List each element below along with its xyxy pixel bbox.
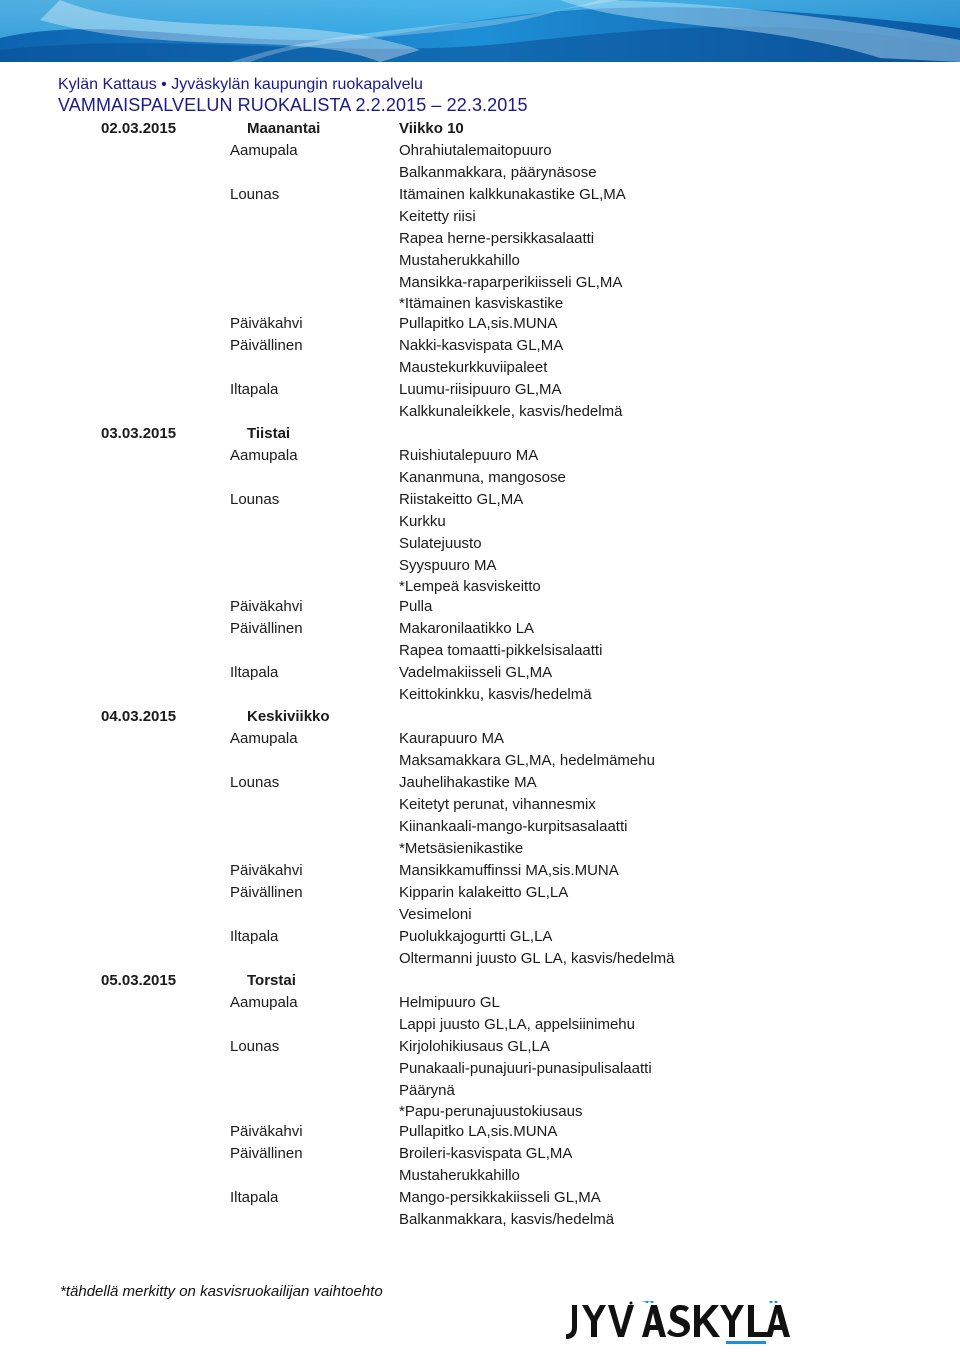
- menu-table: [0, 118, 960, 1231]
- header-banner: [0, 0, 960, 62]
- menu-row: [0, 1014, 960, 1036]
- menu-item: Oltermanni juusto GL LA, kasvis/hedelmä: [399, 950, 675, 967]
- menu-row: [0, 184, 960, 206]
- menu-row: [0, 838, 960, 860]
- menu-item: Nakki-kasvispata GL,MA: [399, 337, 564, 354]
- day-header: [0, 423, 960, 445]
- menu-row: [0, 1209, 960, 1231]
- menu-row: [0, 489, 960, 511]
- menu-row: [0, 640, 960, 662]
- meal-label: Päiväkahvi: [230, 862, 303, 879]
- menu-item: Rapea tomaatti-pikkelsisalaatti: [399, 642, 603, 659]
- menu-row: [0, 772, 960, 794]
- day-date: 04.03.2015: [101, 708, 177, 725]
- jyvaskyla-logo-icon: [566, 1301, 794, 1345]
- meal-label: Aamupala: [230, 447, 298, 464]
- meal-label: Lounas: [230, 774, 280, 791]
- menu-row: [0, 1080, 960, 1102]
- jyvaskyla-logo: [566, 1301, 794, 1350]
- meal-label: Aamupala: [230, 994, 298, 1011]
- menu-row: [0, 272, 960, 294]
- menu-item: Kalkkunaleikkele, kasvis/hedelmä: [399, 403, 623, 420]
- menu-row: [0, 882, 960, 904]
- menu-row: [0, 618, 960, 640]
- menu-row: [0, 467, 960, 489]
- day-date: 05.03.2015: [101, 972, 177, 989]
- menu-row: [0, 750, 960, 772]
- menu-row: [0, 206, 960, 228]
- meal-label: Iltapala: [230, 381, 279, 398]
- meal-label: Päivällinen: [230, 337, 303, 354]
- menu-item: Kirjolohikiusaus GL,LA: [399, 1038, 550, 1055]
- meal-label: Päiväkahvi: [230, 315, 303, 332]
- menu-row: [0, 1058, 960, 1080]
- menu-row: [0, 860, 960, 882]
- day-name: Keskiviikko: [247, 708, 330, 725]
- menu-item: Luumu-riisipuuro GL,MA: [399, 381, 562, 398]
- meal-label: Aamupala: [230, 142, 298, 159]
- menu-item: Kurkku: [399, 513, 446, 530]
- menu-item: Mansikkamuffinssi MA,sis.MUNA: [399, 862, 619, 879]
- meal-label: Lounas: [230, 1038, 280, 1055]
- menu-row: [0, 596, 960, 618]
- menu-item: Kananmuna, mangosose: [399, 469, 566, 486]
- menu-row: [0, 992, 960, 1014]
- menu-item: Sulatejuusto: [399, 535, 482, 552]
- menu-row: [0, 294, 960, 313]
- menu-row: [0, 401, 960, 423]
- menu-item: Puolukkajogurtti GL,LA: [399, 928, 553, 945]
- menu-item: Mango-persikkakiisseli GL,MA: [399, 1189, 601, 1206]
- menu-row: [0, 684, 960, 706]
- menu-item: Mustaherukkahillo: [399, 1167, 520, 1184]
- menu-row: [0, 794, 960, 816]
- meal-label: Lounas: [230, 186, 280, 203]
- page-title: VAMMAISPALVELUN RUOKALISTA 2.2.2015 – 22.3.2015: [58, 95, 528, 115]
- menu-row: [0, 1165, 960, 1187]
- menu-item: Balkanmakkara, päärynäsose: [399, 164, 597, 181]
- meal-label: Iltapala: [230, 928, 279, 945]
- menu-item: Lappi juusto GL,LA, appelsiinimehu: [399, 1016, 635, 1033]
- meal-label: Päivällinen: [230, 620, 303, 637]
- menu-item: Pullapitko LA,sis.MUNA: [399, 1123, 558, 1140]
- menu-row: [0, 511, 960, 533]
- menu-item: Jauhelihakastike MA: [399, 774, 537, 791]
- menu-item: Riistakeitto GL,MA: [399, 491, 524, 508]
- menu-row: [0, 1036, 960, 1058]
- menu-row: [0, 140, 960, 162]
- footnote: *tähdellä merkitty on kasvisruokailijan vaihtoehto: [60, 1283, 383, 1300]
- menu-item: Keitetty riisi: [399, 208, 476, 225]
- menu-row: [0, 445, 960, 467]
- day-date: 02.03.2015: [101, 120, 177, 137]
- day-name: Tiistai: [247, 425, 291, 442]
- meal-label: Iltapala: [230, 1189, 279, 1206]
- menu-item: *Papu-perunajuustokiusaus: [399, 1103, 583, 1120]
- menu-row: [0, 313, 960, 335]
- menu-item: Pullapitko LA,sis.MUNA: [399, 315, 558, 332]
- menu-item: Syyspuuro MA: [399, 557, 497, 574]
- menu-item: Ruishiutalepuuro MA: [399, 447, 539, 464]
- menu-row: [0, 662, 960, 684]
- menu-row: [0, 1187, 960, 1209]
- menu-item: Maustekurkkuviipaleet: [399, 359, 548, 376]
- menu-item: Kaurapuuro MA: [399, 730, 505, 747]
- menu-item: Vesimeloni: [399, 906, 472, 923]
- meal-label: Päivällinen: [230, 1145, 303, 1162]
- menu-item: Mansikka-raparperikiisseli GL,MA: [399, 274, 623, 291]
- menu-item: Kiinankaali-mango-kurpitsasalaatti: [399, 818, 628, 835]
- menu-row: [0, 577, 960, 596]
- menu-row: [0, 162, 960, 184]
- meal-label: Päiväkahvi: [230, 1123, 303, 1140]
- menu-item: Broileri-kasvispata GL,MA: [399, 1145, 573, 1162]
- menu-item: Makaronilaatikko LA: [399, 620, 535, 637]
- menu-item: Kipparin kalakeitto GL,LA: [399, 884, 569, 901]
- menu-item: Vadelmakiisseli GL,MA: [399, 664, 553, 681]
- menu-item: Punakaali-punajuuri-punasipulisalaatti: [399, 1060, 652, 1077]
- menu-item: *Lempeä kasviskeitto: [399, 578, 541, 595]
- menu-row: [0, 728, 960, 750]
- menu-item: Keitetyt perunat, vihannesmix: [399, 796, 596, 813]
- day-date: 03.03.2015: [101, 425, 177, 442]
- menu-row: [0, 335, 960, 357]
- menu-row: [0, 533, 960, 555]
- menu-item: Ohrahiutalemaitopuuro: [399, 142, 552, 159]
- menu-item: Itämainen kalkkunakastike GL,MA: [399, 186, 626, 203]
- week-number: Viikko 10: [399, 120, 464, 137]
- menu-row: [0, 1121, 960, 1143]
- menu-item: Balkanmakkara, kasvis/hedelmä: [399, 1211, 615, 1228]
- menu-item: Keittokinkku, kasvis/hedelmä: [399, 686, 592, 703]
- menu-item: Päärynä: [399, 1082, 455, 1099]
- menu-row: [0, 250, 960, 272]
- menu-row: [0, 948, 960, 970]
- menu-row: [0, 228, 960, 250]
- meal-label: Aamupala: [230, 730, 298, 747]
- meal-label: Iltapala: [230, 664, 279, 681]
- menu-item: Rapea herne-persikkasalaatti: [399, 230, 595, 247]
- menu-row: [0, 926, 960, 948]
- menu-item: Helmipuuro GL: [399, 994, 500, 1011]
- menu-row: [0, 357, 960, 379]
- menu-row: [0, 1143, 960, 1165]
- menu-item: *Metsäsienikastike: [399, 840, 524, 857]
- organization-line: Kylän Kattaus • Jyväskylän kaupungin ruokapalvelu: [58, 76, 423, 93]
- meal-label: Päiväkahvi: [230, 598, 303, 615]
- menu-item: Pulla: [399, 598, 433, 615]
- meal-label: Päivällinen: [230, 884, 303, 901]
- menu-row: [0, 555, 960, 577]
- menu-item: Mustaherukkahillo: [399, 252, 520, 269]
- day-name: Maanantai: [247, 120, 321, 137]
- day-header: [0, 706, 960, 728]
- menu-row: [0, 1102, 960, 1121]
- menu-row: [0, 379, 960, 401]
- day-header: [0, 118, 960, 140]
- menu-item: Maksamakkara GL,MA, hedelmämehu: [399, 752, 655, 769]
- day-header: [0, 970, 960, 992]
- menu-item: *Itämainen kasviskastike: [399, 295, 564, 312]
- menu-row: [0, 904, 960, 926]
- meal-label: Lounas: [230, 491, 280, 508]
- menu-row: [0, 816, 960, 838]
- day-name: Torstai: [247, 972, 296, 989]
